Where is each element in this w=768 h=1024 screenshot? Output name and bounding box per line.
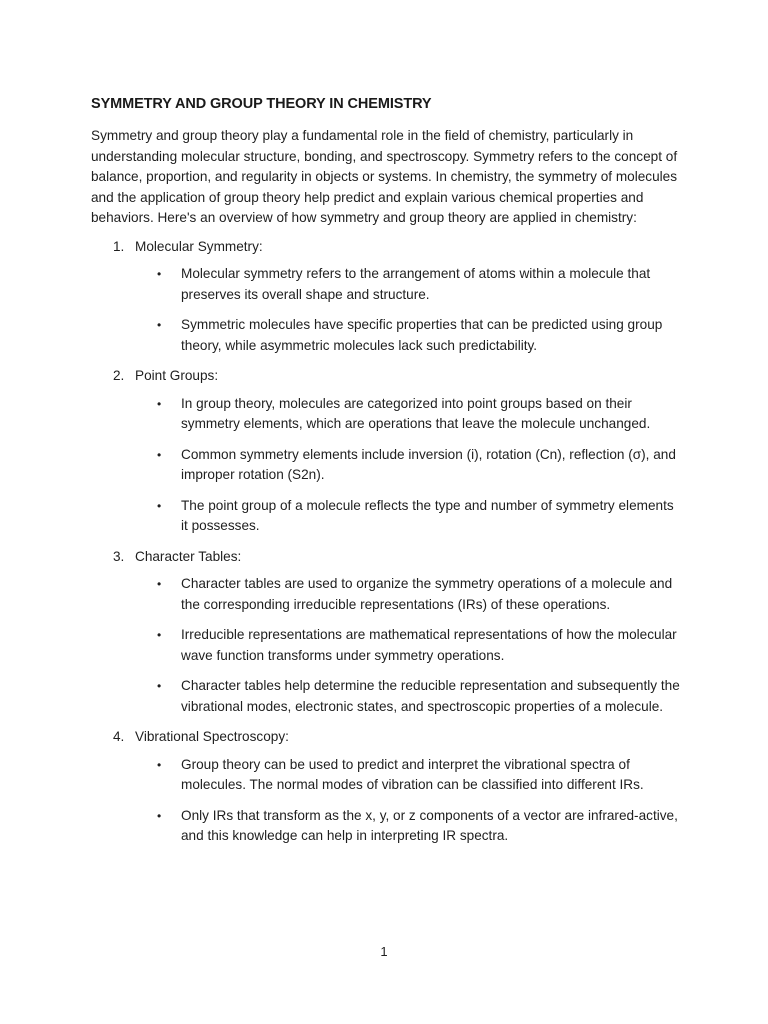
section-heading: [91, 237, 681, 258]
list-item-text: Symmetric molecules have specific properties that can be predicted using group theory, while asymmetric molecules lack such predictability.: [181, 317, 663, 353]
section-number: 3.: [113, 548, 125, 564]
list-item: [91, 806, 681, 847]
bullet-list: [91, 755, 681, 847]
list-item: [91, 445, 681, 486]
section-number: 1.: [113, 238, 125, 254]
bullet-list: [91, 394, 681, 537]
section-heading-text: Molecular Symmetry:: [135, 238, 263, 254]
document-title: SYMMETRY AND GROUP THEORY IN CHEMISTRY: [91, 96, 432, 112]
list-item-text: The point group of a molecule reflects the type and number of symmetry elements it possesses.: [181, 497, 674, 533]
intro-paragraph: Symmetry and group theory play a fundamental role in the field of chemistry, particularly in understanding molecular structure, bonding, and spectroscopy. Symmetry refers to the concept of balance, proportion, and regularity in objects or systems. In chemistry, the symmetry of molecules and the application of group theory help predict and explain various chemical properties and behaviors. Here's an overview of how symmetry and group theory are applied in chemistry:: [91, 128, 678, 225]
list-item-text: Character tables help determine the reducible representation and subsequently the vibrational modes, electronic states, and spectroscopic properties of a molecule.: [181, 678, 680, 714]
section-number: 2.: [113, 368, 125, 383]
bullet-list: [91, 574, 681, 717]
bullet-icon: •: [157, 577, 162, 591]
list-item-text: Irreducible representations are mathematical representations of how the molecular wave function transforms under symmetry operations.: [181, 627, 677, 663]
list-item: [91, 264, 681, 305]
bullet-list: [91, 264, 681, 356]
page-content: [91, 94, 681, 857]
section-heading: [91, 547, 681, 568]
list-item-text: Molecular symmetry refers to the arrangement of atoms within a molecule that preserves its overall shape and structure.: [181, 266, 651, 302]
section-molecular-symmetry: [91, 237, 681, 357]
section-heading-text: Character Tables:: [135, 548, 242, 564]
list-item: [91, 496, 681, 537]
bullet-icon: •: [157, 318, 162, 332]
section-character-tables: [91, 547, 681, 718]
list-item: [91, 574, 681, 615]
section-number: 4.: [113, 729, 125, 744]
list-item: [91, 755, 681, 796]
page-number: 1: [380, 944, 388, 959]
list-item: [91, 394, 681, 435]
section-heading-text: Vibrational Spectroscopy:: [135, 729, 289, 744]
bullet-icon: •: [157, 447, 162, 462]
section-list: [91, 237, 681, 847]
list-item: [91, 315, 681, 356]
section-point-groups: [91, 366, 681, 537]
list-item-text: Common symmetry elements include inversion (i), rotation (Cn), reflection (σ), and improper rotation (S2n).: [181, 446, 676, 482]
list-item-text: In group theory, molecules are categorized into point groups based on their symmetry elements, which are operations that leave the molecule unchanged.: [181, 395, 651, 431]
list-item: [91, 625, 681, 666]
section-heading: [91, 727, 681, 748]
section-heading: [91, 366, 681, 387]
bullet-icon: •: [157, 396, 162, 411]
list-item-text: Character tables are used to organize the symmetry operations of a molecule and the corresponding irreducible representations (IRs) of these operations.: [181, 576, 673, 612]
bullet-icon: •: [157, 757, 162, 772]
bullet-icon: •: [157, 628, 162, 642]
bullet-icon: •: [157, 808, 162, 823]
bullet-icon: •: [157, 679, 162, 693]
list-item-text: Group theory can be used to predict and interpret the vibrational spectra of molecules. The normal modes of vibration can be classified into different IRs.: [181, 756, 644, 792]
section-vibrational-spectroscopy: [91, 727, 681, 847]
list-item: [91, 676, 681, 717]
bullet-icon: •: [157, 498, 162, 513]
list-item-text: Only IRs that transform as the x, y, or z components of a vector are infrared-active, and this knowledge can help in interpreting IR spectra.: [181, 807, 678, 843]
bullet-icon: •: [157, 267, 162, 281]
section-heading-text: Point Groups:: [135, 368, 219, 383]
